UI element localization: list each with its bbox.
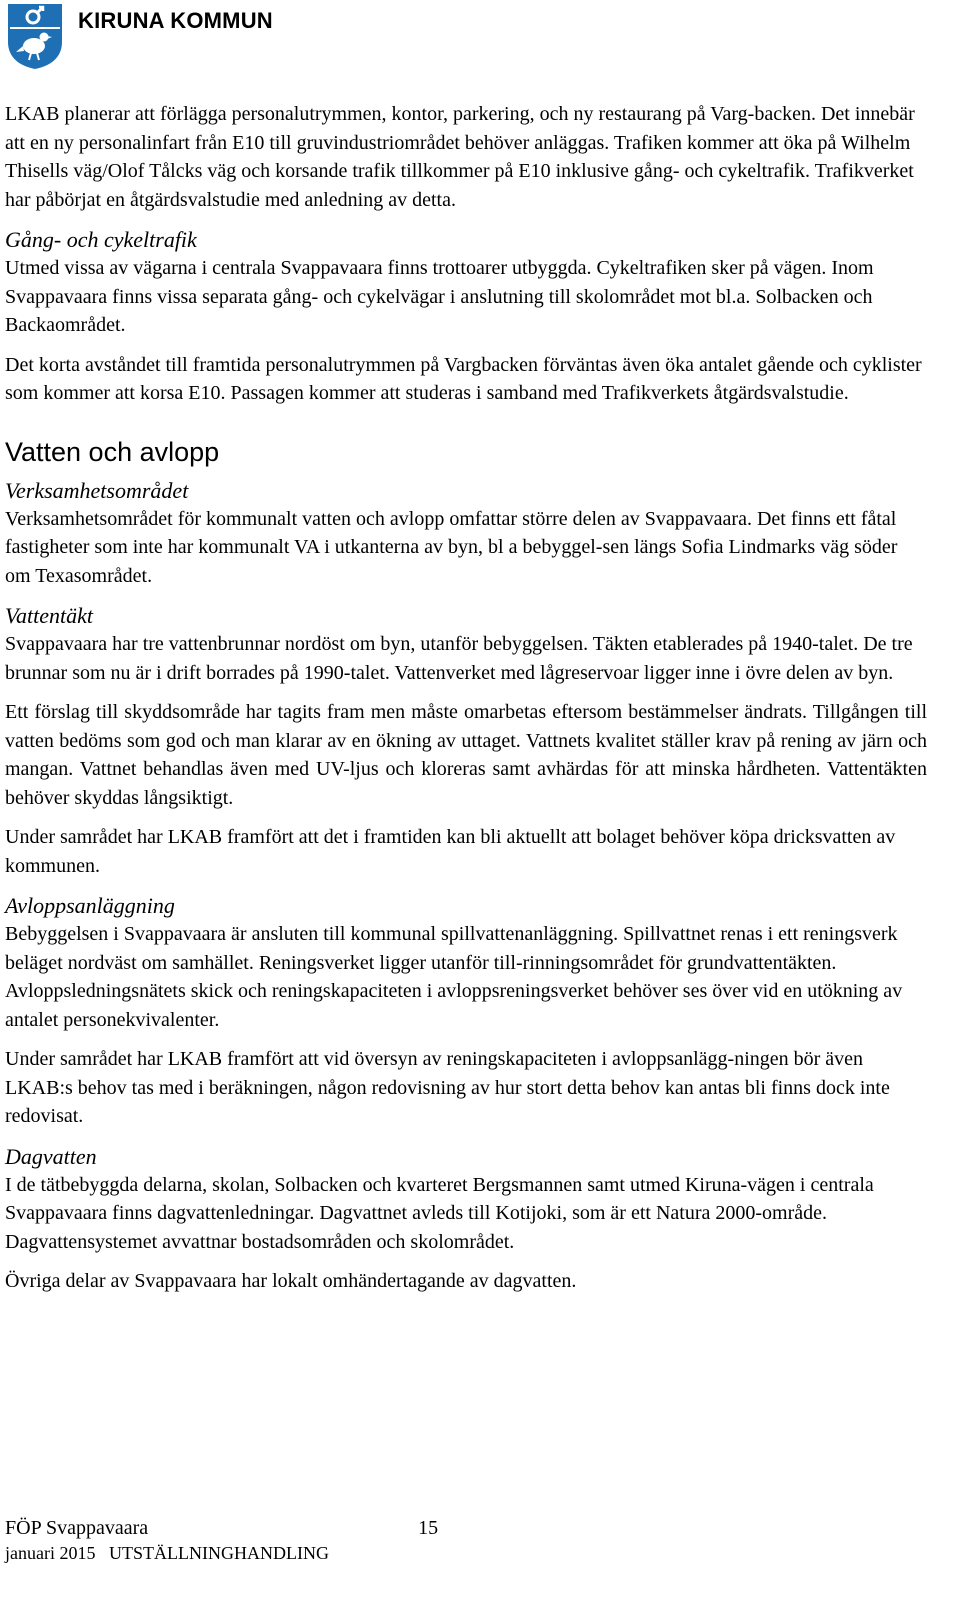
- footer-date-status: januari 2015 UTSTÄLLNINGHANDLING: [5, 1543, 329, 1563]
- section-heading-avloppsanlaggning: Avloppsanläggning: [5, 893, 175, 918]
- paragraph: Ett förslag till skyddsområde har tagits fram men måste omarbetas eftersom bestämmelser ändrats. Tillgången till vatten bedöms som god och man klarar av en ökning av uttaget. Vattnets kvalitet ställer krav på rening av järn och mangan. Vattnet behandlas även med UV-ljus och kloreras samt avhärdas för att minska hårdheten. Vattentäkten behöver skyddas långsiktigt.: [5, 701, 927, 809]
- paragraph: LKAB planerar att förlägga personalutrymmen, kontor, parkering, och ny restaurang på Varg-backen. Det innebär att en ny personalinfart från E10 till gruvindustriområdet behöver anläggas. Trafiken kommer att öka på Wilhelm Thisells väg/Olof Tålcks väg och korsande trafik tillkommer på E10 inklusive gång- och cykeltrafik. Trafikverket har påbörjat en åtgärdsvalstudie med anledning av detta.: [5, 103, 915, 211]
- paragraph: Under samrådet har LKAB framfört att vid översyn av reningskapaciteten i avloppsanlägg-ningen bör även LKAB:s behov tas med i beräkningen, någon redovisning av hur stort detta behov kan antas bli finns dock inte redovisat.: [5, 1048, 890, 1127]
- paragraph: Verksamhetsområdet för kommunalt vatten och avlopp omfattar större delen av Svappavaara. Det finns ett fåtal fastigheter som inte har kommunalt VA i utkanterna av byn, bl a bebyggel-sen längs Sofia Lindmarks väg söder om Texasområdet.: [5, 507, 898, 587]
- page-footer: [5, 1515, 438, 1565]
- chapter-heading-vatten-och-avlopp: Vatten och avlopp: [5, 436, 220, 467]
- paragraph: I de tätbebyggda delarna, skolan, Solbacken och kvarteret Bergsmannen samt utmed Kiruna-vägen i centrala Svappavaara finns dagvattenledningar. Dagvattnet avleds till Kotijoki, som är ett Natura 2000-område. Dagvattensystemet avvattnar bostadsområden och skolområdet.: [5, 1173, 874, 1253]
- paragraph: Övriga delar av Svappavaara har lokalt omhändertagande av dagvatten.: [5, 1270, 577, 1292]
- paragraph: Under samrådet har LKAB framfört att det i framtiden kan bli aktuellt att bolaget behöver köpa dricksvatten av kommunen.: [5, 826, 896, 877]
- org-name: KIRUNA KOMMUN: [78, 8, 273, 33]
- paragraph: Det korta avståndet till framtida personalutrymmen på Vargbacken förväntas även öka antalet gående och cyklister som kommer att korsa E10. Passagen kommer att studeras i samband med Trafikverkets åtgärdsvalstudie.: [5, 353, 922, 404]
- section-heading-dagvatten: Dagvatten: [5, 1143, 97, 1169]
- page-header: [6, 2, 273, 70]
- page-number: 15: [418, 1517, 439, 1539]
- paragraph: Svappavaara har tre vattenbrunnar nordöst om byn, utanför bebyggelsen. Täkten etablerades på 1940-talet. De tre brunnar som nu är i drift borrades på 1990-talet. Vattenverket med lågreservoar ligger inne i övre delen av byn.: [5, 633, 913, 684]
- paragraph: Utmed vissa av vägarna i centrala Svappavaara finns trottoarer utbyggda. Cykeltrafiken sker på vägen. Inom Svappavaara finns vissa separata gång- och cykelvägar i anslutning till skolområdet mot bl.a. Solbacken och Backaområdet.: [5, 257, 874, 336]
- section-heading-gang-och-cykeltrafik: Gång- och cykeltrafik: [5, 227, 197, 252]
- footer-doc-title: FÖP Svappavaara: [5, 1517, 149, 1539]
- document-body: [5, 100, 927, 1307]
- paragraph: Bebyggelsen i Svappavaara är ansluten till kommunal spillvattenanläggning. Spillvattnet renas i ett reningsverk beläget nordväst om samhället. Reningsverket ligger utanför till-rinningsområdet för grundvattentäkten. Avloppsledningsnätets skick och reningskapaciteten i avloppsreningsverket behöver ses över vid en utökning av antalet personekvivalenter.: [5, 923, 903, 1031]
- section-heading-vattentakt: Vattentäkt: [5, 603, 93, 628]
- kiruna-coat-of-arms-icon: [6, 2, 64, 70]
- section-heading-verksamhetsomradet: Verksamhetsområdet: [5, 477, 189, 503]
